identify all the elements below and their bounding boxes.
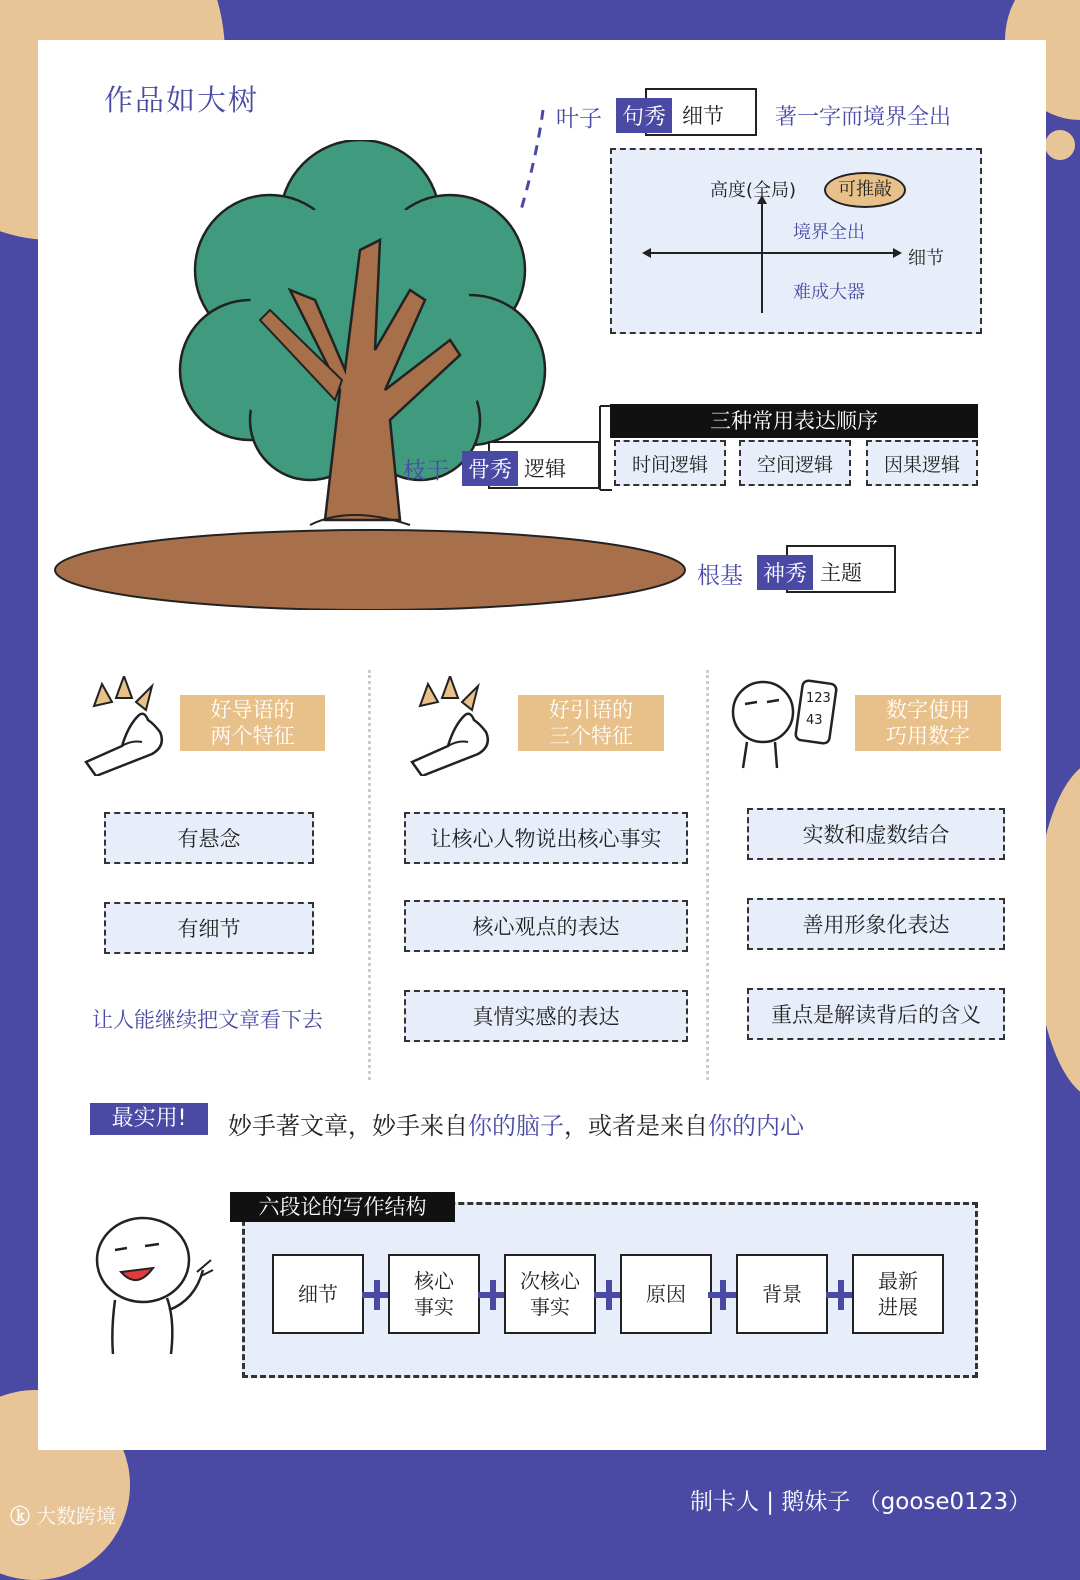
leaf-box-text: 细节	[682, 104, 724, 128]
practical-text-1: 妙手著文章，妙手来自	[228, 1112, 468, 1140]
plus-icon	[708, 1280, 738, 1310]
page-title: 作品如大树	[104, 83, 260, 117]
col1-note: 让人能继续把文章看下去	[92, 1008, 323, 1032]
column-divider-2	[706, 670, 709, 1080]
column-divider-1	[368, 670, 371, 1080]
col1-title	[180, 695, 325, 751]
practical-tag: 最实用!	[90, 1103, 208, 1135]
practical-highlight-brain: 你的脑子	[468, 1112, 564, 1140]
footer-credit: 制卡人 | 鹅妹子 （goose0123）	[690, 1489, 1032, 1515]
order-space: 空间逻辑	[739, 440, 851, 486]
footer-logo-text: 大数跨境	[36, 1504, 116, 1528]
col3-item-meaning: 重点是解读背后的含义	[747, 988, 1005, 1040]
corner-dot-right	[1045, 130, 1075, 160]
leaf-quote: 著一字而境界全出	[775, 105, 952, 130]
col3-title	[855, 695, 1001, 751]
col1-item-detail: 有细节	[104, 902, 314, 954]
order-header: 三种常用表达顺序	[610, 404, 978, 438]
order-cause: 因果逻辑	[866, 440, 978, 486]
axis-top-label: 高度(全局)	[710, 180, 797, 201]
leaf-label: 叶子	[556, 106, 602, 132]
logo-icon: ⓚ	[10, 1504, 30, 1528]
root-box-text: 主题	[820, 561, 862, 585]
footer-logo	[10, 1500, 116, 1529]
col2-item-core-view: 核心观点的表达	[404, 900, 688, 952]
step-reason: 原因	[620, 1254, 712, 1334]
axis-right-label: 细节	[908, 248, 944, 269]
waving-character-icon	[85, 1210, 215, 1360]
leaf-tag: 句秀	[616, 98, 672, 133]
thumbs-up-icon-2	[408, 676, 498, 776]
col2-item-sincere: 真情实感的表达	[404, 990, 688, 1042]
col3-title-text: 数字使用 巧用数字	[886, 698, 970, 748]
step-secondary-fact: 次核心 事实	[504, 1254, 596, 1334]
step-detail: 细节	[272, 1254, 364, 1334]
col3-item-imagery: 善用形象化表达	[747, 898, 1005, 950]
practical-text-2: ，或者是来自	[564, 1112, 708, 1140]
thumbs-up-icon	[82, 676, 172, 776]
tree-illustration	[50, 140, 700, 610]
structure-title: 六段论的写作结构	[230, 1192, 455, 1222]
col2-item-core-quote: 让核心人物说出核心事实	[404, 812, 688, 864]
col2-title	[518, 695, 664, 751]
step-latest: 最新 进展	[852, 1254, 944, 1334]
practical-highlight-heart: 你的内心	[708, 1112, 804, 1140]
branch-tag: 骨秀	[462, 451, 518, 486]
col1-item-suspense: 有悬念	[104, 812, 314, 864]
step-background: 背景	[736, 1254, 828, 1334]
leaf-pointer-line	[515, 105, 555, 215]
phone-text: 123 43	[806, 691, 831, 728]
refine-badge: 可推敲	[824, 172, 906, 208]
step-core-fact: 核心 事实	[388, 1254, 480, 1334]
practical-sentence	[228, 1106, 804, 1141]
root-label: 根基	[697, 563, 743, 589]
col2-title-text: 好引语的 三个特征	[549, 698, 633, 748]
branch-box-text: 逻辑	[524, 457, 566, 481]
order-time: 时间逻辑	[614, 440, 726, 486]
col1-title-text: 好导语的 两个特征	[210, 698, 295, 748]
col3-item-real-virtual: 实数和虚数结合	[747, 808, 1005, 860]
axis-lower-label: 难成大器	[793, 282, 865, 303]
root-tag: 神秀	[757, 555, 813, 590]
axis-upper-label: 境界全出	[793, 222, 865, 243]
branch-label: 枝干	[403, 458, 449, 484]
axis-lines	[640, 195, 910, 320]
